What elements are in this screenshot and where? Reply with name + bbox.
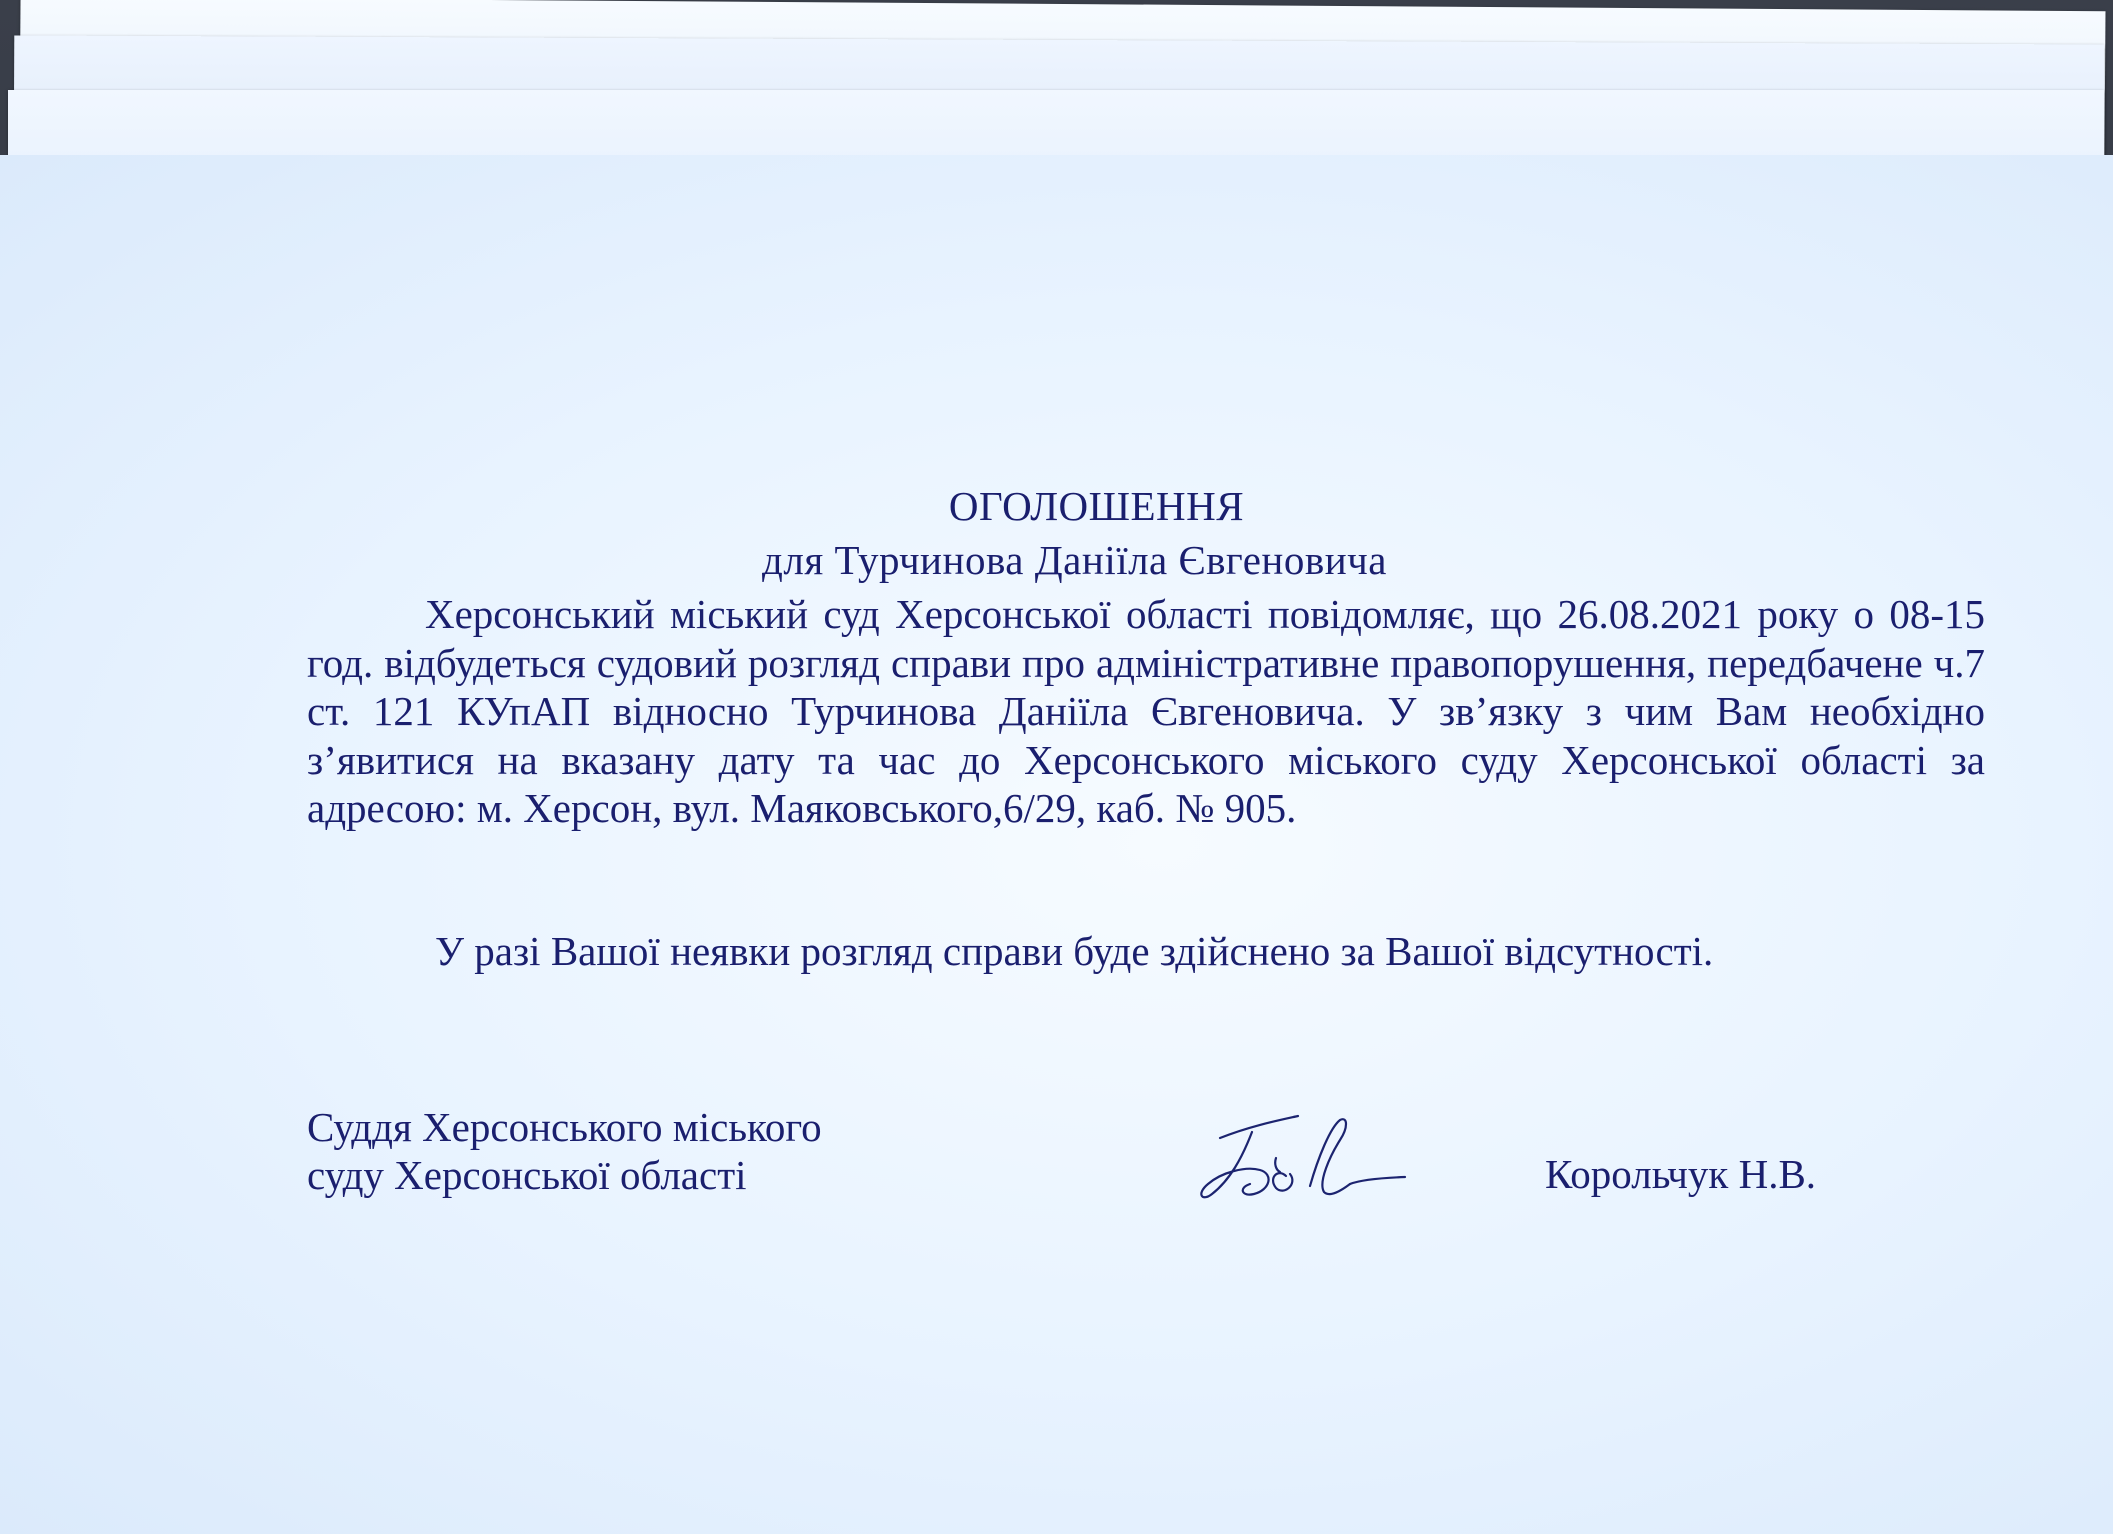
signatory-name: Корольчук Н.В. (1545, 1151, 1817, 1197)
notice-paragraph: Херсонський міський суд Херсонської області повідомляє, що 26.08.2021 року о 08-15 год. відбудеться судовий розгляд справи про адміністративне правопорушення, передбачене ч.7 ст. 121 КУпАП відносно Турчинова Даніїла Євгеновича. У зв’язку з чим Вам необхідно з’явитися на вказану дату та час до Херсонського міського суду Херсонської області за адресою: м. Херсон, вул. Маяковського,6/29, каб. № 905. (307, 591, 1985, 831)
signatory-position-line: Суддя Херсонського міського (307, 1104, 822, 1150)
absence-paragraph: У разі Вашої неявки розгляд справи буде здійснено за Вашої відсутності. (435, 928, 1714, 974)
signatory-position-line: суду Херсонської області (307, 1152, 747, 1198)
document-recipient: для Турчинова Даніїла Євгеновича (762, 537, 1387, 583)
handwritten-signature (1190, 1098, 1410, 1208)
document-title: ОГОЛОШЕННЯ (948, 483, 1245, 529)
signatory-position (307, 1103, 822, 1199)
